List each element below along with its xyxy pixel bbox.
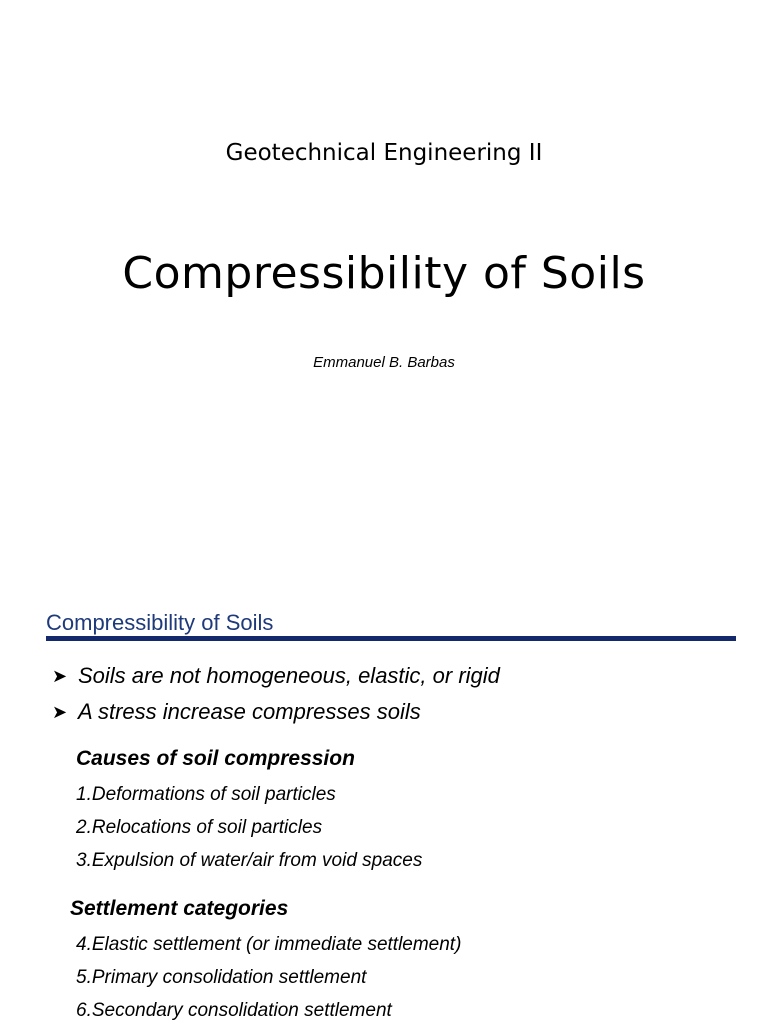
settlement-list [76,932,461,1031]
course-title: Geotechnical Engineering II [225,140,543,166]
author-name: Emmanuel B. Barbas [313,354,455,371]
arrow-bullet-icon: ➤ [52,665,68,686]
list-item: 4.Elastic settlement (or immediate settlement) [76,934,462,955]
bullet-item [52,694,500,730]
settlement-heading: Settlement categories [70,897,289,920]
slide-title: Compressibility of Soils [46,610,274,635]
list-item: 3.Expulsion of water/air from void spaces [76,850,423,871]
title-divider [46,636,736,641]
bullet-text: Soils are not homogeneous, elastic, or rigid [78,663,500,688]
causes-heading: Causes of soil compression [76,747,355,770]
bullet-item [52,658,500,694]
list-item: 1.Deformations of soil particles [76,784,336,805]
presentation-title: Compressibility of Soils [122,248,646,299]
bullet-text: A stress increase compresses soils [78,699,421,724]
content-slide [0,580,768,1024]
arrow-bullet-icon: ➤ [52,701,68,722]
list-item: 5.Primary consolidation settlement [76,967,367,988]
list-item: 2.Relocations of soil particles [76,817,323,838]
causes-list [76,782,422,881]
bullet-list [52,658,500,730]
list-item: 6.Secondary consolidation settlement [76,1000,392,1021]
